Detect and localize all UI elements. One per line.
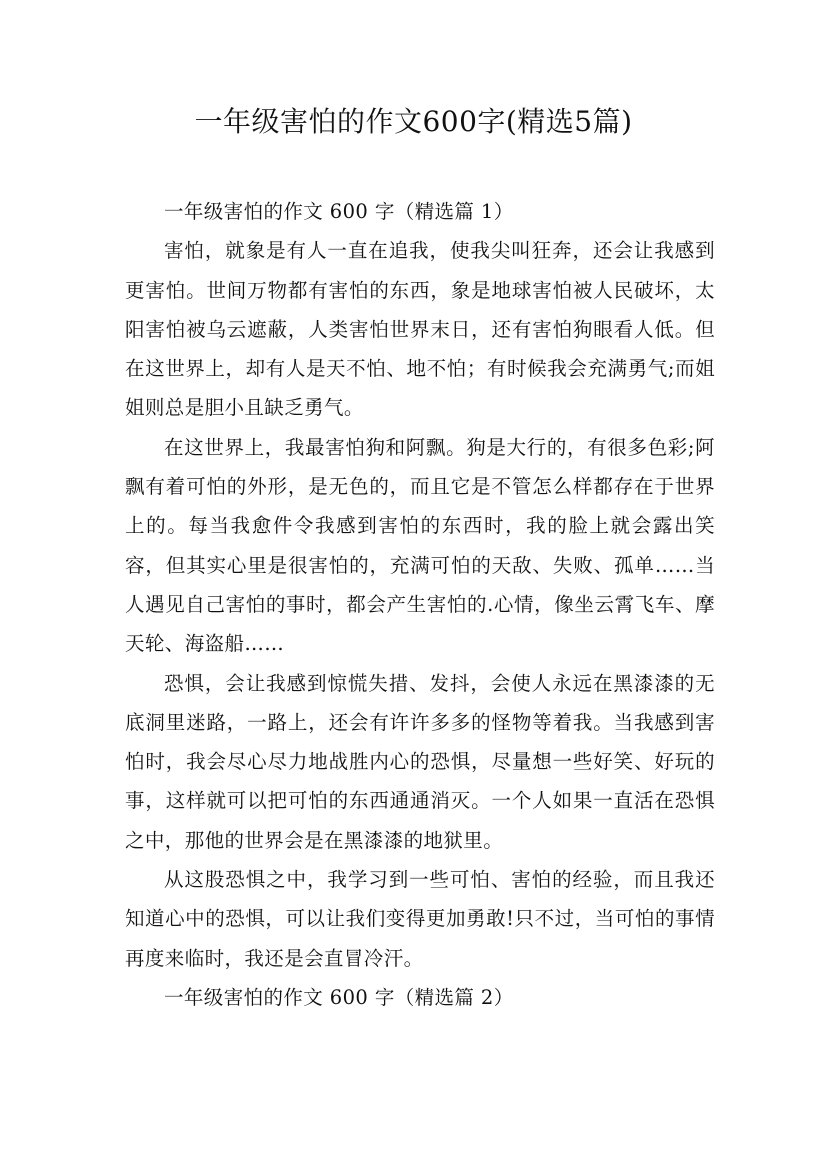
document-body	[125, 192, 715, 1017]
paragraph-1: 害怕，就象是有人一直在追我，使我尖叫狂奔，还会让我感到更害怕。世间万物都有害怕的东西，象是地球害怕被人民破坏，太阳害怕被乌云遮蔽，人类害怕世界末日，还有害怕狗眼看人低。但在这世界上，却有人是天不怕、地不怕；有时候我会充满勇气;而姐姐则总是胆小且缺乏勇气。	[125, 239, 715, 420]
section-heading-1: 一年级害怕的作文 600 字（精选篇 1）	[164, 200, 514, 223]
paragraph-4: 从这股恐惧之中，我学习到一些可怕、害怕的经验，而且我还知道心中的恐惧，可以让我们变得更加勇敢!只不过，当可怕的事情再度来临时，我还是会直冒冷汗。	[125, 868, 715, 970]
section-heading-2: 一年级害怕的作文 600 字（精选篇 2）	[164, 985, 514, 1009]
paragraph-3: 恐惧，会让我感到惊慌失措、发抖，会使人永远在黑漆漆的无底洞里迷路，一路上，还会有许许多多的怪物等着我。当我感到害怕时，我会尽心尽力地战胜内心的恐惧，尽量想一些好笑、好玩的事，这样就可以把可怕的东西通通消灭。一个人如果一直活在恐惧之中，那他的世界会是在黑漆漆的地狱里。	[125, 671, 715, 852]
document-title: 一年级害怕的作文600字(精选5篇)	[194, 105, 633, 138]
paragraph-2: 在这世界上，我最害怕狗和阿飘。狗是大行的，有很多色彩;阿飘有着可怕的外形，是无色的，而且它是不管怎么样都存在于世界上的。每当我愈件令我感到害怕的东西时，我的脸上就会露出笑容，但其实心里是很害怕的，充满可怕的天敌、失败、孤单……当人遇见自己害怕的事时，都会产生害怕的.心情，像坐云霄飞车、摩天轮、海盗船……	[125, 435, 715, 656]
